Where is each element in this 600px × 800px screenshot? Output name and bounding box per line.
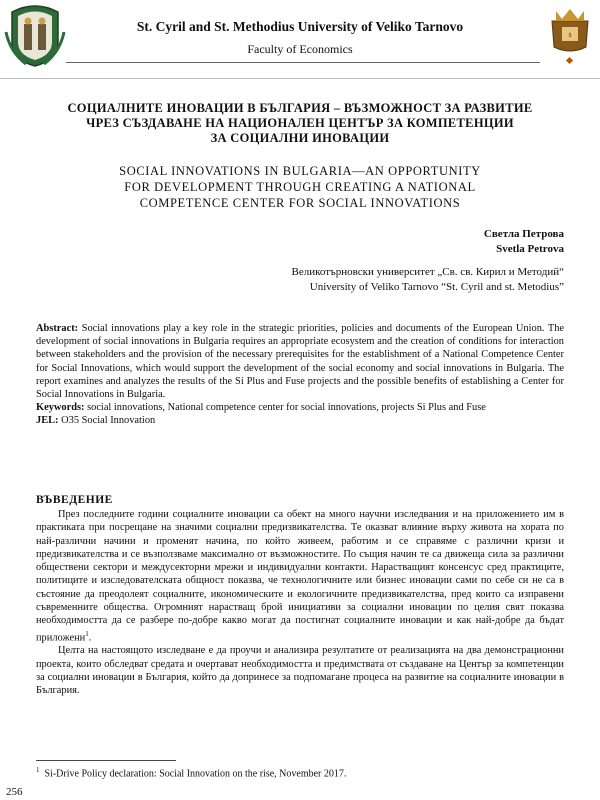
university-crest-logo xyxy=(4,2,66,68)
svg-text:$: $ xyxy=(568,33,572,39)
footnote-divider xyxy=(36,760,176,761)
abstract-label: Abstract: xyxy=(36,323,79,334)
page-header xyxy=(0,0,600,80)
keywords-text: social innovations, National competence center for social innovations, projects Si Plus and Fuse xyxy=(84,402,486,414)
author-name-en: Svetla Petrova xyxy=(496,243,564,255)
title-english xyxy=(40,163,560,211)
jel-text: O35 Social Innovation xyxy=(58,415,156,427)
affiliation-en: University of Veliko Tarnovo “St. Cyril and st. Metodius” xyxy=(309,281,564,293)
header-bottom-rule xyxy=(0,78,600,79)
keywords-paragraph xyxy=(36,401,564,414)
title-en-line: COMPETENCE CENTER FOR SOCIAL INNOVATIONS xyxy=(139,196,461,210)
footnote-reference[interactable]: 1 xyxy=(85,629,89,638)
body-text xyxy=(36,508,564,698)
title-en-line: SOCIAL INNOVATIONS IN BULGARIA—AN OPPORTUNITY xyxy=(119,164,481,178)
university-name: St. Cyril and St. Methodius University of Veliko Tarnovo xyxy=(136,19,464,34)
keywords-label: Keywords: xyxy=(36,402,85,414)
title-bg-line: ЧРЕЗ СЪЗДАВАНЕ НА НАЦИОНАЛЕН ЦЕНТЪР ЗА КОМПЕТЕНЦИИ xyxy=(86,116,514,130)
paragraph-1: През последните години социалните иновации са обект на много научни изследвания и на приложението им в практиката при посрещане на значими социални предизвикателства. Те оказват влияние върху живота на хората по най-различни начини и променят начина, по който живеем, работим и се справяме с различни кризи и предизвикателства и се възползваме максимално от възможностите. По същия начин те са движеща сила за различни обществени сектори и междусекторни мрежи и индивидуални контакти. Нарастващият консенсус сред практиците, политиците и изследователската общност показва, че технологичните или бизнес иновации сами по себе си не са в състояние да преодолеят социалните, икономическите и екологичните предизвикателства, пред които са изправени съвременните общества. Огромният нарастващ брой инициативи за социални иновации по целия свят показва необходимостта да се разбере по-добре какво могат да постигнат социалните иновации и как най-добре да бъдат приложени$^1$. xyxy=(36,509,564,644)
jel-paragraph xyxy=(36,414,564,427)
title-bg-line: ЗА СОЦИАЛНИ ИНОВАЦИИ xyxy=(210,131,390,145)
abstract-paragraph xyxy=(36,322,564,401)
title-bulgarian xyxy=(40,101,560,146)
author-name-bg: Светла Петрова xyxy=(483,228,564,240)
abstract-text: Social innovations play a key role in the strategic priorities, policies and documents of the European Union. The development of social innovations in Bulgaria requires an appropriate ecosystem and the creation of conditions for interaction between stakeholders and the provision of the necessary prerequisites for the establishment of a National Competence Center for Social Innovations, which would support the development of the social economy and social innovations in Bulgaria. The report examines and analyzes the results of the Si Plus and Fuse projects and the possible benefits of establishing a Center for Social Innovations in Bulgaria. xyxy=(36,323,564,401)
faculty-name: Faculty of Economics xyxy=(247,42,353,56)
footnote-text: Si-Drive Policy declaration: Social Innovation on the rise, November 2017. xyxy=(44,768,347,780)
paragraph-1-text: През последните години социалните иновации са обект на много научни изследвания и на приложението им в практиката при посрещане на значими социални предизвикателства. Те оказват влияние върху живота на хората по най-различни начини и променят начина, по който живеем, работим и се справяме с различни кризи и предизвикателства и се възползваме максимално от възможностите. По същия начин те са движеща сила за различни обществени сектори и междусекторни мрежи и индивидуални контакти. Нарастващият консенсус сред практиците, политиците и изследователската общност показва, че технологичните или бизнес иновации сами по себе си не са в състояние да преодолеят социалните, икономическите и екологичните предизвикателства, пред които са изправени съвременните общества. Огромният нарастващ брой инициативи за социални иновации по целия свят показва необходимостта да се разбере по-добре какво могат да постигнат социалните иновации и как най-добре да бъдат приложени xyxy=(36,509,564,644)
abstract-block xyxy=(36,322,564,428)
page-number: 256 xyxy=(6,786,23,798)
footnote-number: 1 xyxy=(36,766,40,774)
footnote xyxy=(36,766,346,779)
title-bg-line: СОЦИАЛНИТЕ ИНОВАЦИИ В БЪЛГАРИЯ – ВЪЗМОЖНОСТ ЗА РАЗВИТИЕ xyxy=(67,101,533,115)
title-en-line: FOR DEVELOPMENT THROUGH CREATING A NATIONAL xyxy=(124,180,476,194)
paragraph-2: Целта на настоящото изследване е да проучи и анализира резултатите от реализацията на два демонстрационни проекта, които обследват средата и очертават необходимостта и предимствата от създаване на Център за компетенции за социални иновации в България, който да допринесе за подпомагане процеса на развитие на социалните иновации в България. xyxy=(36,645,564,697)
jel-label: JEL: xyxy=(36,415,59,427)
header-divider xyxy=(66,62,540,63)
section-heading: ВЪВЕДЕНИЕ xyxy=(36,494,113,506)
affiliation-bg: Великотърновски университет „Св. св. Кирил и Методий“ xyxy=(291,266,564,278)
